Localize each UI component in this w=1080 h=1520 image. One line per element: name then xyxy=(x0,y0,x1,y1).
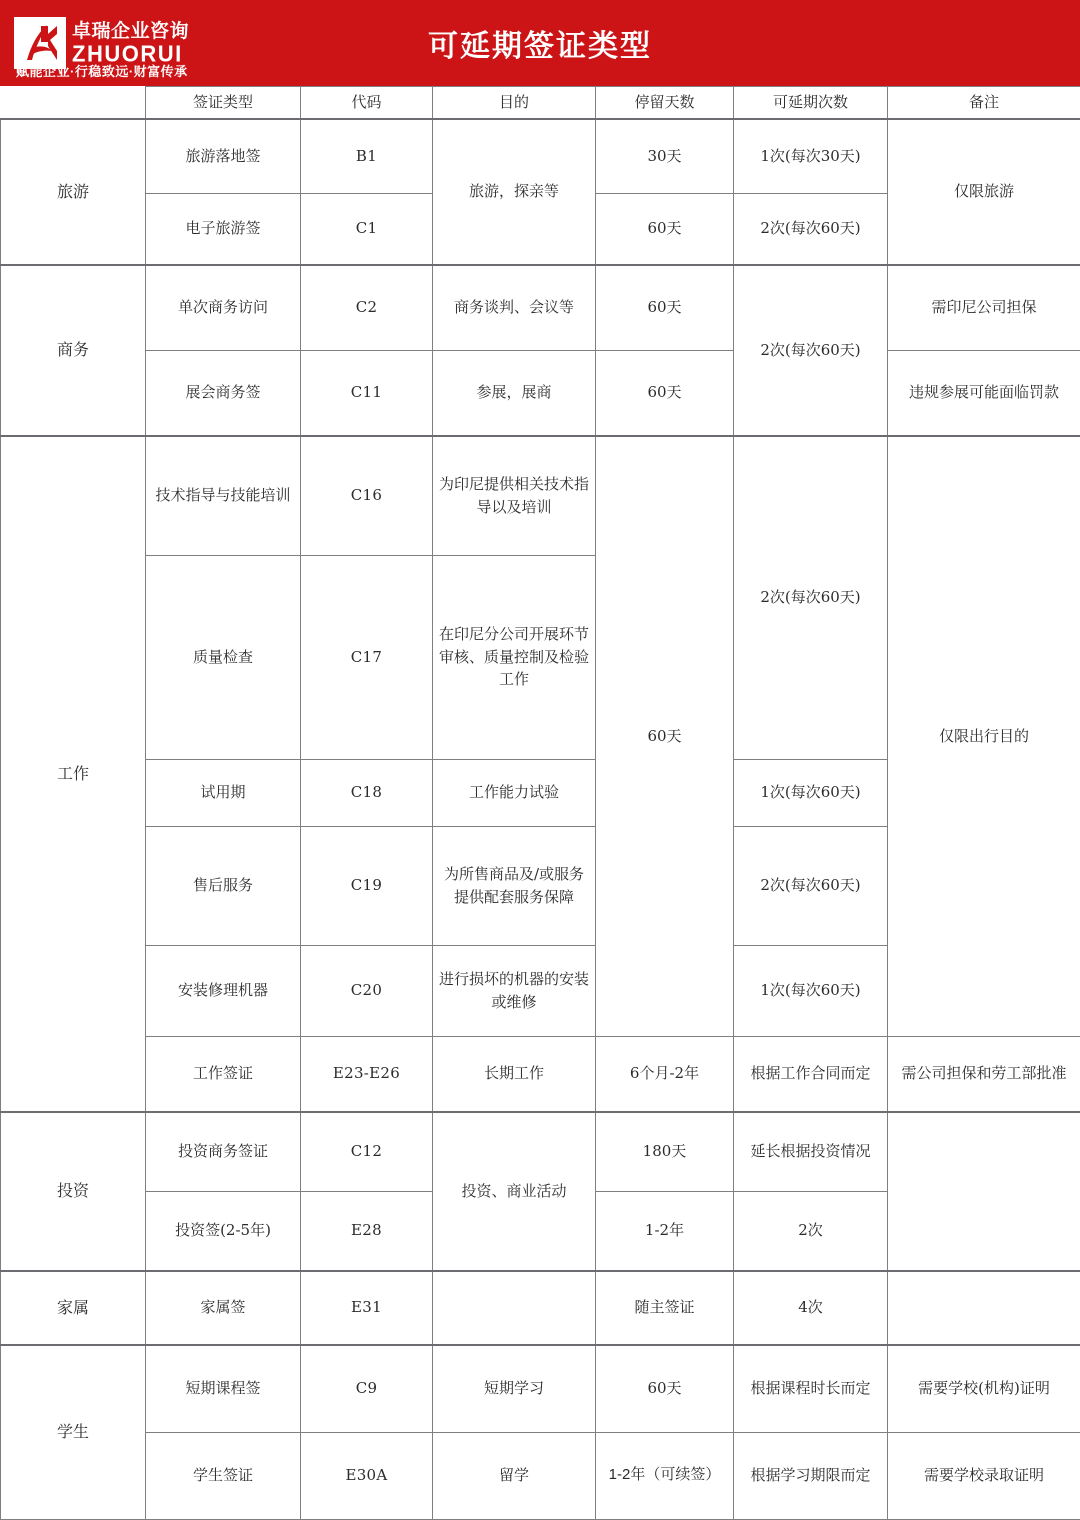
code-cell: C20 xyxy=(301,945,433,1036)
code-cell: E28 xyxy=(301,1191,433,1271)
purpose-cell: 参展，展商 xyxy=(433,350,596,436)
purpose-cell: 为所售商品及/或服务提供配套服务保障 xyxy=(433,826,596,945)
code-cell: C1 xyxy=(301,193,433,265)
extensions-cell: 2次(每次60天) xyxy=(734,193,888,265)
visa-type-cell: 展会商务签 xyxy=(146,350,301,436)
code-cell: C18 xyxy=(301,759,433,826)
stay-cell: 1-2年 xyxy=(596,1191,734,1271)
extensions-cell: 1次(每次60天) xyxy=(734,759,888,826)
page-title: 可延期签证类型 xyxy=(0,0,1080,86)
visa-type-cell: 安装修理机器 xyxy=(146,945,301,1036)
visa-type-cell: 技术指导与技能培训 xyxy=(146,436,301,556)
visa-type-cell: 学生签证 xyxy=(146,1432,301,1519)
extensions-cell: 延长根据投资情况 xyxy=(734,1112,888,1192)
visa-types-table xyxy=(0,86,1080,1520)
remark-cell: 仅限旅游 xyxy=(888,119,1080,265)
remark-cell xyxy=(888,1112,1080,1271)
purpose-cell: 长期工作 xyxy=(433,1036,596,1112)
code-cell: E23-E26 xyxy=(301,1036,433,1112)
visa-type-cell: 短期课程签 xyxy=(146,1345,301,1433)
stay-cell: 随主签证 xyxy=(596,1271,734,1345)
visa-type-cell: 试用期 xyxy=(146,759,301,826)
extensions-cell: 2次 xyxy=(734,1191,888,1271)
category-cell-work: 工作 xyxy=(1,436,146,1112)
code-cell: C17 xyxy=(301,555,433,759)
code-cell: E30A xyxy=(301,1432,433,1519)
category-cell-student: 学生 xyxy=(1,1345,146,1520)
column-header-visa-type: 签证类型 xyxy=(146,87,301,119)
extensions-cell: 1次(每次60天) xyxy=(734,945,888,1036)
column-header-category xyxy=(1,87,146,119)
table-row xyxy=(1,436,1080,556)
purpose-cell: 在印尼分公司开展环节审核、质量控制及检验工作 xyxy=(433,555,596,759)
purpose-cell: 工作能力试验 xyxy=(433,759,596,826)
extensions-cell: 根据学习期限而定 xyxy=(734,1432,888,1519)
extensions-cell: 2次(每次60天) xyxy=(734,265,888,436)
brand-tagline: 赋能企业·行稳致远·财富传承 xyxy=(16,61,188,80)
extensions-cell: 4次 xyxy=(734,1271,888,1345)
category-cell-investment: 投资 xyxy=(1,1112,146,1271)
extensions-cell: 2次(每次60天) xyxy=(734,826,888,945)
visa-type-cell: 投资签(2-5年) xyxy=(146,1191,301,1271)
remark-cell: 需公司担保和劳工部批准 xyxy=(888,1036,1080,1112)
category-cell-family: 家属 xyxy=(1,1271,146,1345)
table-row xyxy=(1,1432,1080,1519)
category-cell-tourism: 旅游 xyxy=(1,119,146,265)
purpose-cell: 旅游，探亲等 xyxy=(433,119,596,265)
remark-cell xyxy=(888,1271,1080,1345)
remark-cell: 需要学校录取证明 xyxy=(888,1432,1080,1519)
code-cell: B1 xyxy=(301,119,433,194)
table-row xyxy=(1,119,1080,194)
column-header-extensions: 可延期次数 xyxy=(734,87,888,119)
visa-type-cell: 质量检查 xyxy=(146,555,301,759)
stay-cell: 60天 xyxy=(596,193,734,265)
visa-type-cell: 售后服务 xyxy=(146,826,301,945)
stay-cell: 180天 xyxy=(596,1112,734,1192)
visa-type-cell: 家属签 xyxy=(146,1271,301,1345)
purpose-cell: 留学 xyxy=(433,1432,596,1519)
visa-type-cell: 工作签证 xyxy=(146,1036,301,1112)
table-row xyxy=(1,1271,1080,1345)
brand-name-en: ZHUORUI xyxy=(72,42,189,65)
category-cell-business: 商务 xyxy=(1,265,146,436)
purpose-cell: 进行损坏的机器的安装或维修 xyxy=(433,945,596,1036)
column-header-stay: 停留天数 xyxy=(596,87,734,119)
code-cell: C2 xyxy=(301,265,433,351)
visa-type-cell: 投资商务签证 xyxy=(146,1112,301,1192)
brand-name-cn: 卓瑞企业咨询 xyxy=(72,22,189,41)
table-row xyxy=(1,350,1080,436)
column-header-code: 代码 xyxy=(301,87,433,119)
code-cell: E31 xyxy=(301,1271,433,1345)
stay-cell: 60天 xyxy=(596,350,734,436)
purpose-cell xyxy=(433,1271,596,1345)
table-row xyxy=(1,1112,1080,1192)
purpose-cell: 短期学习 xyxy=(433,1345,596,1433)
stay-cell: 30天 xyxy=(596,119,734,194)
stay-cell: 60天 xyxy=(596,265,734,351)
stay-cell: 60天 xyxy=(596,436,734,1037)
code-cell: C11 xyxy=(301,350,433,436)
purpose-cell: 投资、商业活动 xyxy=(433,1112,596,1271)
code-cell: C19 xyxy=(301,826,433,945)
visa-type-cell: 单次商务访问 xyxy=(146,265,301,351)
extensions-cell: 2次(每次60天) xyxy=(734,436,888,760)
stay-cell: 6个月-2年 xyxy=(596,1036,734,1112)
extensions-cell: 根据工作合同而定 xyxy=(734,1036,888,1112)
table-header-row xyxy=(1,87,1080,119)
extensions-cell: 1次(每次30天) xyxy=(734,119,888,194)
remark-cell: 仅限出行目的 xyxy=(888,436,1080,1037)
code-cell: C9 xyxy=(301,1345,433,1433)
table-row xyxy=(1,1345,1080,1433)
remark-cell: 违规参展可能面临罚款 xyxy=(888,350,1080,436)
remark-cell: 需印尼公司担保 xyxy=(888,265,1080,351)
purpose-cell: 为印尼提供相关技术指导以及培训 xyxy=(433,436,596,556)
column-header-remark: 备注 xyxy=(888,87,1080,119)
table-row xyxy=(1,265,1080,351)
table-row xyxy=(1,1036,1080,1112)
column-header-purpose: 目的 xyxy=(433,87,596,119)
purpose-cell: 商务谈判、会议等 xyxy=(433,265,596,351)
visa-type-cell: 电子旅游签 xyxy=(146,193,301,265)
code-cell: C16 xyxy=(301,436,433,556)
visa-type-cell: 旅游落地签 xyxy=(146,119,301,194)
stay-cell: 1-2年（可续签） xyxy=(596,1432,734,1519)
code-cell: C12 xyxy=(301,1112,433,1192)
page-header-banner xyxy=(0,0,1080,86)
extensions-cell: 根据课程时长而定 xyxy=(734,1345,888,1433)
remark-cell: 需要学校(机构)证明 xyxy=(888,1345,1080,1433)
stay-cell: 60天 xyxy=(596,1345,734,1433)
